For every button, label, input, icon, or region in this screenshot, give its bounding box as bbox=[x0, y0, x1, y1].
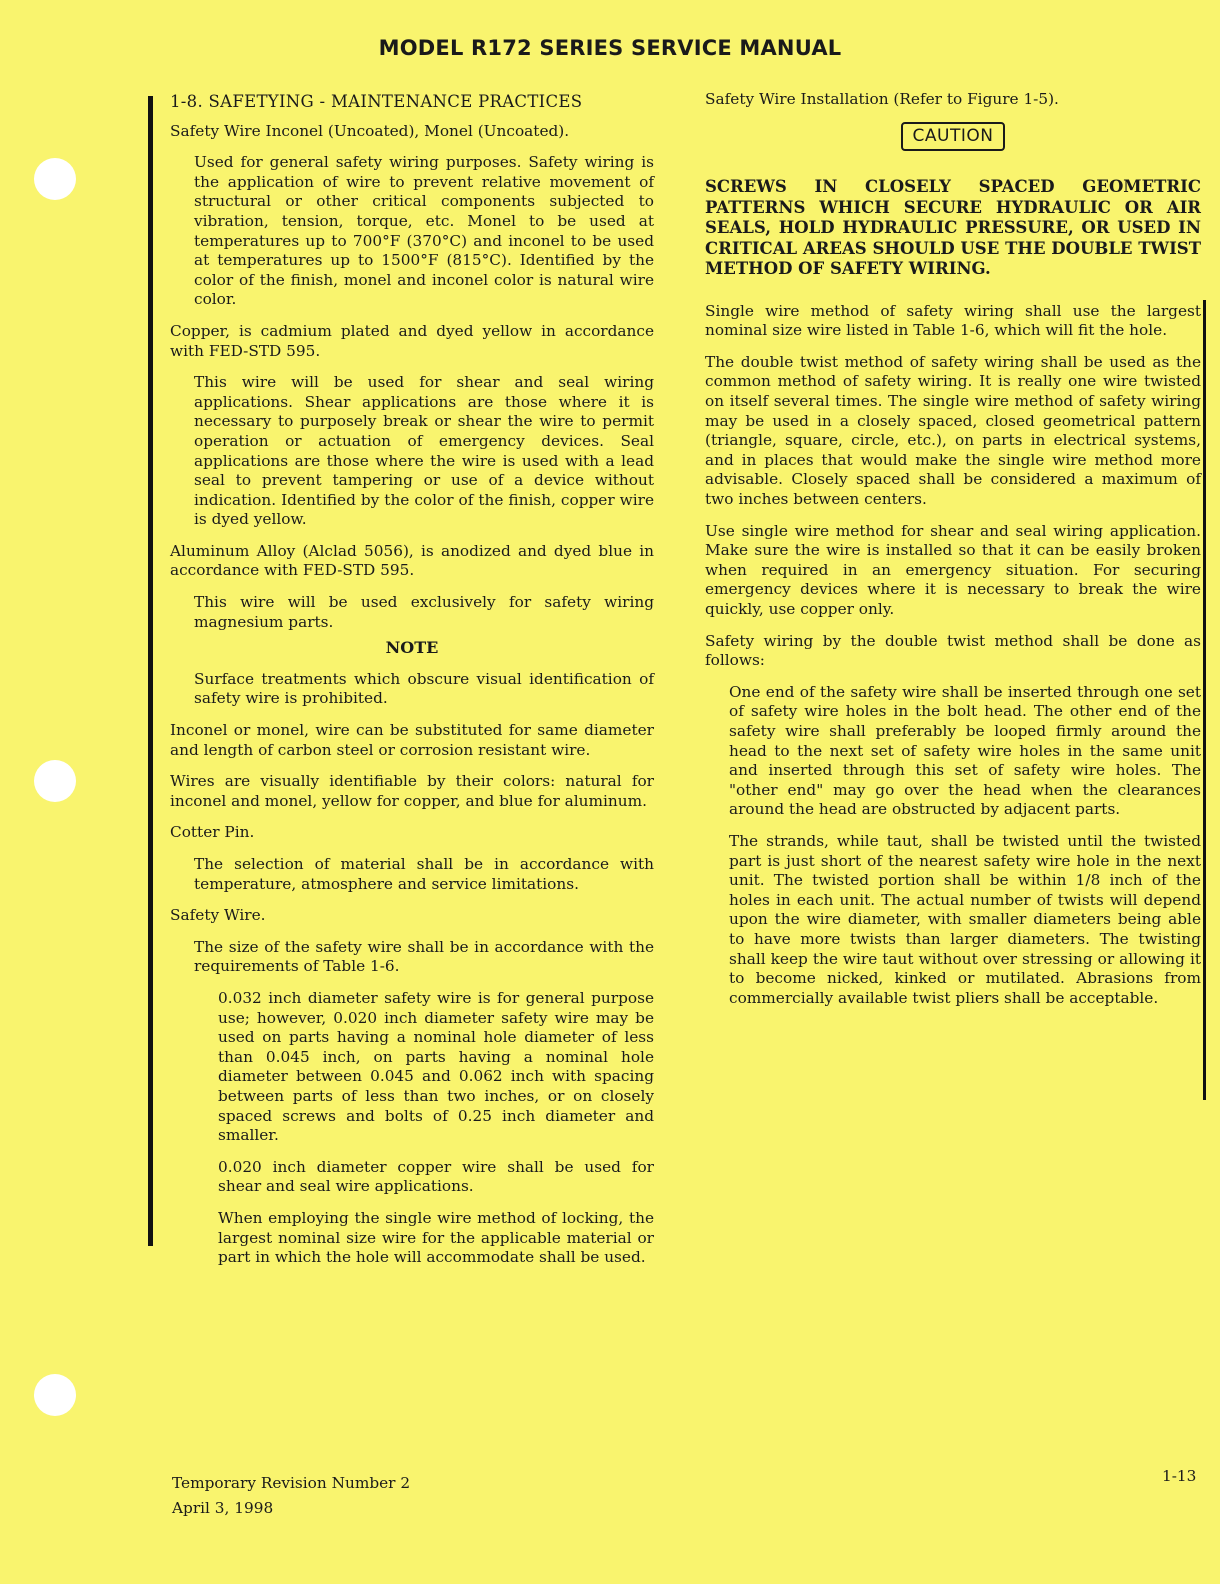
change-bar-right bbox=[1203, 300, 1206, 1100]
paragraph: The double twist method of safety wiring shall be used as the common method of safety wiring. It is really one wire twisted on itself several times. The single wire method of safety wiring may be used in a closely spaced, closed geometrical pattern (triangle, square, circle, etc.), on parts in electrical systems, and in places that would make the single wire method more advisable. Closely spaced shall be considered a maximum of two inches between centers. bbox=[705, 352, 1201, 509]
paragraph: 0.020 inch diameter copper wire shall be used for shear and seal wire applications. bbox=[218, 1157, 654, 1196]
change-bar-left bbox=[148, 96, 153, 1246]
paragraph: Copper, is cadmium plated and dyed yellow in accordance with FED-STD 595. bbox=[170, 321, 654, 360]
paragraph: The strands, while taut, shall be twisted until the twisted part is just short of the nearest safety wire hole in the next unit. The twisted portion shall be within 1/8 inch of the holes in each unit. The actual number of twists will depend upon the wire diameter, with smaller diameters being able to have more twists than larger diameters. The twisting shall keep the wire taut without over stressing or allowing it to become nicked, kinked or mutilated. Abrasions from commercially available twist pliers shall be acceptable. bbox=[729, 831, 1201, 1007]
footer-date: April 3, 1998 bbox=[172, 1499, 274, 1517]
paragraph: This wire will be used for shear and seal wiring applications. Shear applications are those where it is necessary to purposely break or shear the wire to permit operation or actuation of emergency devices. Seal applications are those where the wire is used with a lead seal to prevent tampering or use of a device without indication. Identified by the color of the finish, copper wire is dyed yellow. bbox=[194, 373, 654, 529]
paragraph: Safety wiring by the double twist method shall be done as follows: bbox=[705, 631, 1201, 670]
punch-hole-bottom bbox=[34, 1374, 76, 1416]
subheading: Safety Wire. bbox=[170, 906, 266, 925]
paragraph: Inconel or monel, wire can be substituted for same diameter and length of carbon steel or corrosion resistant wire. bbox=[170, 721, 654, 759]
punch-hole-top bbox=[34, 158, 76, 200]
paragraph: One end of the safety wire shall be inserted through one set of safety wire holes in the bolt head. The other end of the safety wire shall preferably be looped firmly around the head to the next set of safety wire holes in the same unit and inserted through this set of safety wire holes. The "other end" may go over the head when the clearances around the head are obstructed by adjacent parts. bbox=[729, 682, 1201, 819]
paragraph: This wire will be used exclusively for safety wiring magnesium parts. bbox=[194, 593, 654, 631]
punch-hole-middle bbox=[34, 760, 76, 802]
note-text: Surface treatments which obscure visual identification of safety wire is prohibited. bbox=[194, 669, 654, 708]
paragraph: The size of the safety wire shall be in accordance with the requirements of Table 1-6. bbox=[194, 937, 654, 976]
left-column bbox=[170, 92, 654, 1280]
note-heading: NOTE bbox=[385, 638, 439, 658]
paragraph: Used for general safety wiring purposes. Safety wiring is the application of wire to prevent relative movement of structural or other critical components subjected to vibration, tension, torque, etc. Monel to be used at temperatures up to 700°F (370°C) and inconel to be used at temperatures up to 1500°F (815°C). Identified by the color of the finish, monel and inconel color is natural wire color. bbox=[194, 153, 654, 309]
paragraph: Wires are visually identifiable by their colors: natural for inconel and monel, yellow for copper, and blue for aluminum. bbox=[170, 772, 654, 810]
paragraph: Safety Wire Inconel (Uncoated), Monel (Uncoated). bbox=[170, 121, 570, 140]
right-column bbox=[705, 90, 1201, 1020]
paragraph: When employing the single wire method of locking, the largest nominal size wire for the applicable material or part in which the hole will accommodate shall be used. bbox=[218, 1208, 654, 1267]
footer-revision: Temporary Revision Number 2 bbox=[172, 1474, 411, 1492]
paragraph: Single wire method of safety wiring shall use the largest nominal size wire listed in Table 1-6, which will fit the hole. bbox=[705, 301, 1201, 340]
paragraph: Aluminum Alloy (Alclad 5056), is anodized and dyed blue in accordance with FED-STD 595. bbox=[170, 541, 654, 580]
caution-text: SCREWS IN CLOSELY SPACED GEOMETRIC PATTERNS WHICH SECURE HYDRAULIC OR AIR SEALS, HOLD HYDRAULIC PRESSURE, OR USED IN CRITICAL AREAS SHOULD USE THE DOUBLE TWIST METHOD OF SAFETY WIRING. bbox=[705, 177, 1201, 279]
paragraph: 0.032 inch diameter safety wire is for general purpose use; however, 0.020 inch diameter safety wire may be used on parts having a nominal hole diameter of less than 0.045 inch, on parts having a nominal hole diameter between 0.045 and 0.062 inch with spacing between parts of less than two inches, or on closely spaced screws and bolts of 0.25 inch diameter and smaller. bbox=[218, 988, 654, 1145]
caution-label: CAUTION bbox=[901, 122, 1006, 152]
footer-revision-block bbox=[172, 1471, 410, 1521]
paragraph: Safety Wire Installation (Refer to Figure 1-5). bbox=[705, 90, 1059, 108]
caution-wrap bbox=[705, 122, 1201, 152]
page-number: 1-13 bbox=[1162, 1467, 1197, 1485]
subheading: Cotter Pin. bbox=[170, 823, 255, 842]
section-title: 1-8. SAFETYING - MAINTENANCE PRACTICES bbox=[170, 92, 583, 111]
page-header-title: MODEL R172 SERIES SERVICE MANUAL bbox=[378, 36, 842, 60]
paragraph: The selection of material shall be in accordance with temperature, atmosphere and service limitations. bbox=[194, 855, 654, 893]
paragraph: Use single wire method for shear and seal wiring application. Make sure the wire is installed so that it can be easily broken when required in an emergency situation. For securing emergency devices where it is necessary to break the wire quickly, use copper only. bbox=[705, 521, 1201, 618]
